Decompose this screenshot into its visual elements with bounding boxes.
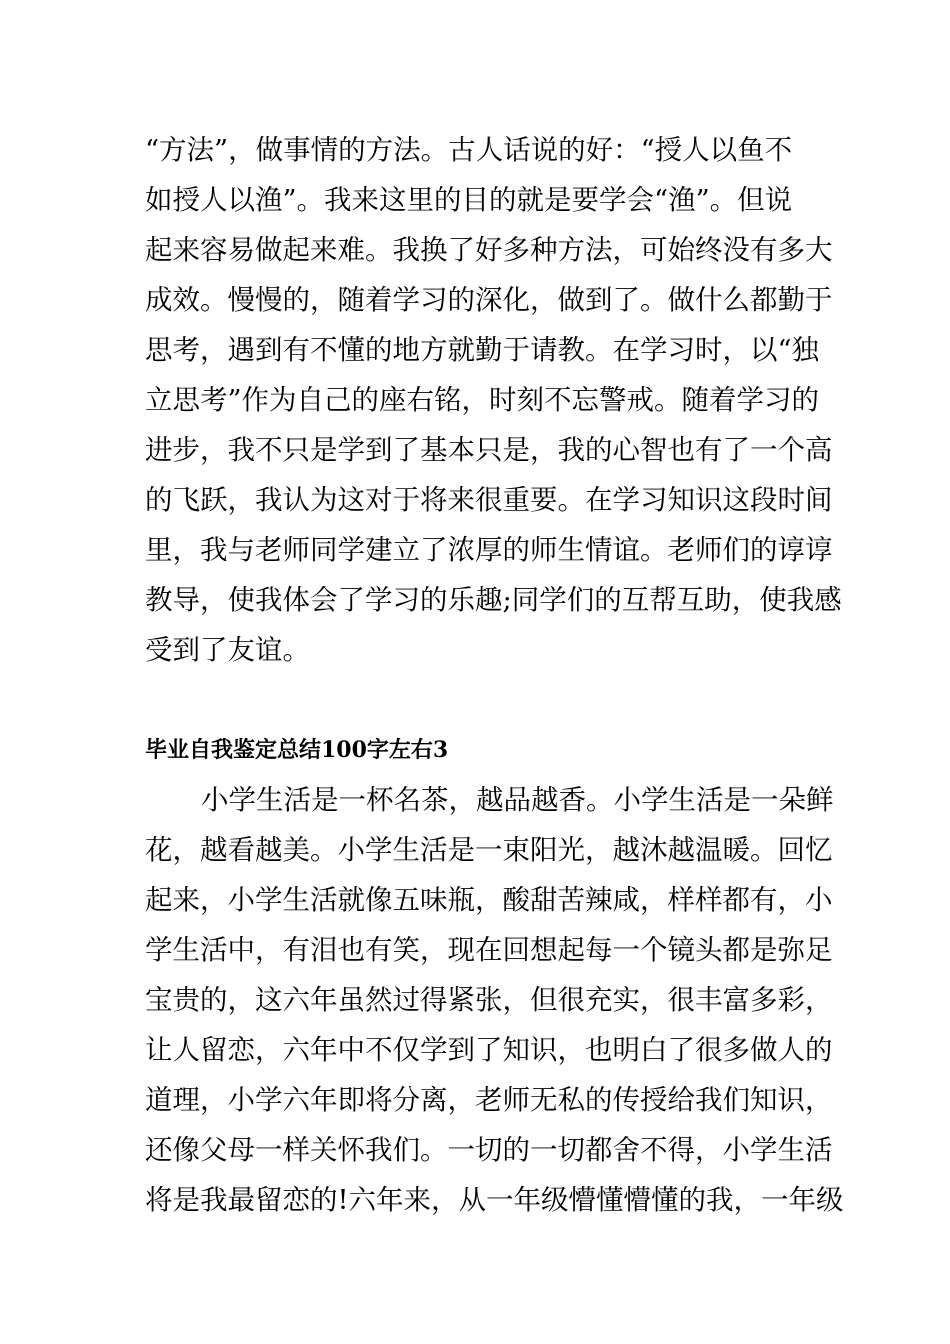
paragraph-line: 教导，使我体会了学习的乐趣;同学们的互帮互助，使我感 [145,584,842,616]
paragraph-line: 思考，遇到有不懂的地方就勤于请教。在学习时，以“独 [145,334,820,366]
paragraph-line: 小学生活是一杯名茶，越品越香。小学生活是一朵鲜 [201,784,834,816]
paragraph-line: 的飞跃，我认为这对于将来很重要。在学习知识这段时间 [145,484,833,516]
paragraph-line: 里，我与老师同学建立了浓厚的师生情谊。老师们的谆谆 [145,534,833,566]
paragraph-line: 学生活中，有泪也有笑，现在回想起每一个镜头都是弥足 [145,934,833,966]
paragraph-line: 如授人以渔”。我来这里的目的就是要学会“渔”。但说 [145,184,793,216]
paragraph-line: 宝贵的，这六年虽然过得紧张，但很充实，很丰富多彩， [145,984,833,1016]
paragraph-line: 成效。慢慢的，随着学习的深化，做到了。做什么都勤于 [145,284,833,316]
paragraph-line: 受到了友谊。 [145,634,310,666]
paragraph-line: 起来容易做起来难。我换了好多种方法，可始终没有多大 [145,234,833,266]
paragraph-line: 花，越看越美。小学生活是一束阳光，越沐越温暖。回忆 [145,834,833,866]
section-heading: 毕业自我鉴定总结100字左右3 [145,737,449,763]
paragraph-line: 道理，小学六年即将分离，老师无私的传授给我们知识， [145,1084,833,1116]
paragraph-line: “方法”，做事情的方法。古人话说的好：“授人以鱼不 [145,134,793,166]
paragraph-line: 起来，小学生活就像五味瓶，酸甜苦辣咸，样样都有，小 [145,884,833,916]
paragraph-line: 让人留恋，六年中不仅学到了知识，也明白了很多做人的 [145,1034,833,1066]
paragraph-line: 立思考”作为自己的座右铭，时刻不忘警戒。随着学习的 [145,384,820,416]
paragraph-line: 进步，我不只是学到了基本只是，我的心智也有了一个高 [145,434,833,466]
paragraph-line: 将是我最留恋的!六年来，从一年级懵懂懵懂的我，一年级 [145,1184,844,1216]
paragraph-line: 还像父母一样关怀我们。一切的一切都舍不得，小学生活 [145,1134,833,1166]
